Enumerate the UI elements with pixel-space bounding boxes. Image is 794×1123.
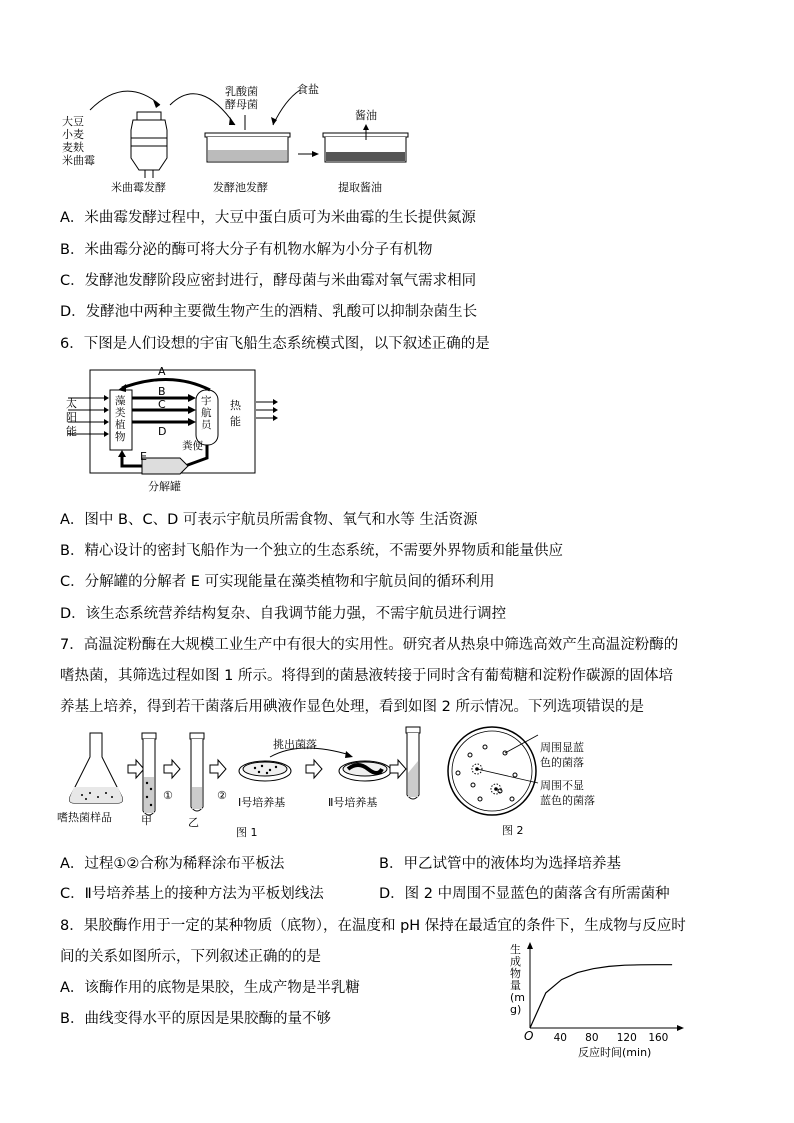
test-tube-b-icon — [190, 733, 204, 811]
pick-colony-label: 挑出菌落 — [273, 738, 317, 751]
astronaut-label: 宇 — [201, 395, 212, 407]
q6-option-c: C．分解罐的分解者 E 可实现能量在藻类植物和宇航员间的循环利用 — [60, 574, 495, 590]
step-label: 米曲霉发酵 — [111, 181, 166, 194]
q6-option-b: B．精心设计的密封飞船作为一个独立的生态系统，不需要外界物质和能量供应 — [60, 543, 563, 559]
label-d: D — [158, 425, 167, 438]
tank-label: 分解罐 — [148, 480, 181, 493]
label-b: B — [158, 385, 166, 398]
blue-colony-label: 色的菌落 — [540, 756, 584, 769]
extraction-vessel-icon — [323, 124, 408, 162]
ingredient-label: 麦麸 — [62, 141, 84, 154]
step-2-label: ② — [217, 789, 227, 802]
y-axis-label: 生成物量(mg) — [510, 943, 526, 1016]
decomposer-tank-icon — [142, 458, 188, 474]
plate-1-icon — [239, 761, 291, 781]
q5-option-c: C．发酵池发酵阶段应密封进行，酵母菌与米曲霉对氧气需求相同 — [60, 273, 477, 289]
product-time-chart — [500, 940, 700, 1060]
ingredient-label: 大豆 — [62, 115, 84, 128]
noblue-colony-label: 蓝色的菌落 — [540, 794, 595, 807]
step-label: 发酵池发酵 — [213, 181, 268, 194]
microbe-label: 乳酸菌 — [225, 85, 258, 98]
fermenter-tank-icon — [131, 112, 167, 178]
hollow-arrow — [164, 760, 180, 778]
q6-option-d: D．该生态系统营养结构复杂、自我调节能力强，不需宇航员进行调控 — [60, 606, 507, 622]
q7-stem-line: 7．高温淀粉酶在大规模工业生产中有很大的实用性。研究者从热泉中筛选高效产生高温淀粉酶的 — [60, 637, 679, 653]
step-1-label: ① — [163, 789, 173, 802]
astronaut-label: 员 — [201, 419, 212, 431]
hollow-arrow — [306, 760, 322, 778]
q7-option-a: A．过程①②合称为稀释涂布平板法 — [60, 856, 285, 872]
q7-option-b: B．甲乙试管中的液体均为选择培养基 — [379, 856, 621, 872]
arrow-salt — [273, 90, 300, 125]
blue-colony-label: 周围显蓝 — [540, 741, 584, 754]
test-tube-a-icon — [142, 733, 156, 815]
figure-1-caption: 图 1 — [236, 826, 258, 839]
soy-sauce-label: 酱油 — [355, 109, 377, 122]
ingredient-label: 米曲霉 — [62, 154, 95, 167]
label-a: A — [158, 365, 166, 378]
arrow-head-2 — [229, 117, 235, 125]
plate-2-label: Ⅱ号培养基 — [328, 796, 378, 809]
algae-label: 植 — [115, 419, 126, 431]
series-line — [530, 965, 672, 1028]
q5-option-d: D．发酵池中两种主要微生物产生的酒精、乳酸可以抑制杂菌生长 — [60, 304, 478, 320]
hollow-arrow — [128, 760, 144, 778]
y-axis-arrow — [527, 942, 533, 949]
iodine-plate-icon — [448, 727, 538, 815]
arrow-curve-1 — [90, 91, 160, 110]
x-tick-label: 80 — [585, 1032, 599, 1044]
x-axis-arrow — [677, 1025, 684, 1031]
q7-stem-line: 嗜热菌，其筛选过程如图 1 所示。将得到的菌悬液转接于同时含有葡萄糖和淀粉作碳源的固体培 — [60, 668, 673, 684]
x-axis-label: 反应时间(min) — [578, 1046, 652, 1059]
microbe-label: 酵母菌 — [225, 98, 258, 111]
heat-label: 能 — [230, 415, 241, 428]
x-tick-label: 120 — [616, 1032, 637, 1044]
q8-stem-line: 8．果胶酶作用于一定的某种物质（底物），在温度和 pH 保持在最适宜的条件下，生成物与反应时 — [60, 918, 686, 934]
q8-stem-line: 间的关系如图所示，下列叙述正确的的是 — [60, 949, 321, 965]
sample-label: 嗜热菌样品 — [57, 811, 112, 824]
astronaut-label: 航 — [201, 407, 212, 419]
x-tick-label: 160 — [648, 1032, 669, 1044]
plate-2-icon — [339, 761, 391, 781]
q7-stem-line: 养基上培养，得到若干菌落后用碘液作显色处理，看到如图 2 所示情况。下列选项错误的是 — [60, 699, 644, 715]
algae-label: 类 — [115, 407, 126, 419]
q7-option-d: D．图 2 中周围不显蓝色的菌落含有所需菌种 — [379, 886, 670, 902]
x-tick-label: 40 — [553, 1032, 567, 1044]
chart-svg — [500, 940, 700, 1060]
fermentation-pool-icon — [205, 133, 290, 162]
tube-a-label: 甲 — [141, 814, 152, 827]
q8-option-a: A．该酶作用的底物是果胶，生成产物是半乳糖 — [60, 980, 360, 996]
hollow-arrow — [390, 760, 406, 778]
q5-option-b: B．米曲霉分泌的酶可将大分子有机物水解为小分子有机物 — [60, 242, 433, 258]
q5-option-a: A．米曲霉发酵过程中，大豆中蛋白质可为米曲霉的生长提供氮源 — [60, 210, 476, 226]
algae-label: 物 — [115, 431, 126, 443]
sun-label: 能 — [66, 425, 77, 438]
ingredient-label: 小麦 — [62, 128, 84, 141]
label-c: C — [158, 398, 166, 411]
figure-2-caption: 图 2 — [502, 824, 524, 837]
tube-b-label: 乙 — [188, 816, 199, 829]
sun-label: 太 — [66, 397, 77, 410]
algae-label: 藻 — [115, 395, 126, 407]
hollow-arrow — [210, 760, 226, 778]
sun-label: 阳 — [66, 411, 77, 424]
origin-label: O — [524, 1029, 534, 1043]
arrow-a — [122, 379, 210, 390]
step-label: 提取酱油 — [338, 181, 382, 194]
salt-label: 食盐 — [297, 83, 319, 96]
heat-label: 热 — [230, 399, 241, 412]
noblue-colony-label: 周围不显 — [540, 779, 584, 792]
q6-option-a: A．图中 B、C、D 可表示宇航员所需食物、氧气和水等 生活资源 — [60, 512, 478, 528]
flask-icon — [70, 733, 123, 803]
label-e: E — [140, 450, 147, 463]
q7-option-c: C．Ⅱ号培养基上的接种方法为平板划线法 — [60, 886, 324, 902]
test-tube-final-icon — [406, 727, 420, 799]
q8-option-b: B．曲线变得水平的原因是果胶酶的量不够 — [60, 1011, 331, 1027]
plate-1-label: Ⅰ号培养基 — [238, 796, 286, 809]
q6-stem: 6．下图是人们设想的宇宙飞船生态系统模式图，以下叙述正确的是 — [60, 336, 490, 352]
feces-label: 粪便 — [182, 440, 203, 452]
